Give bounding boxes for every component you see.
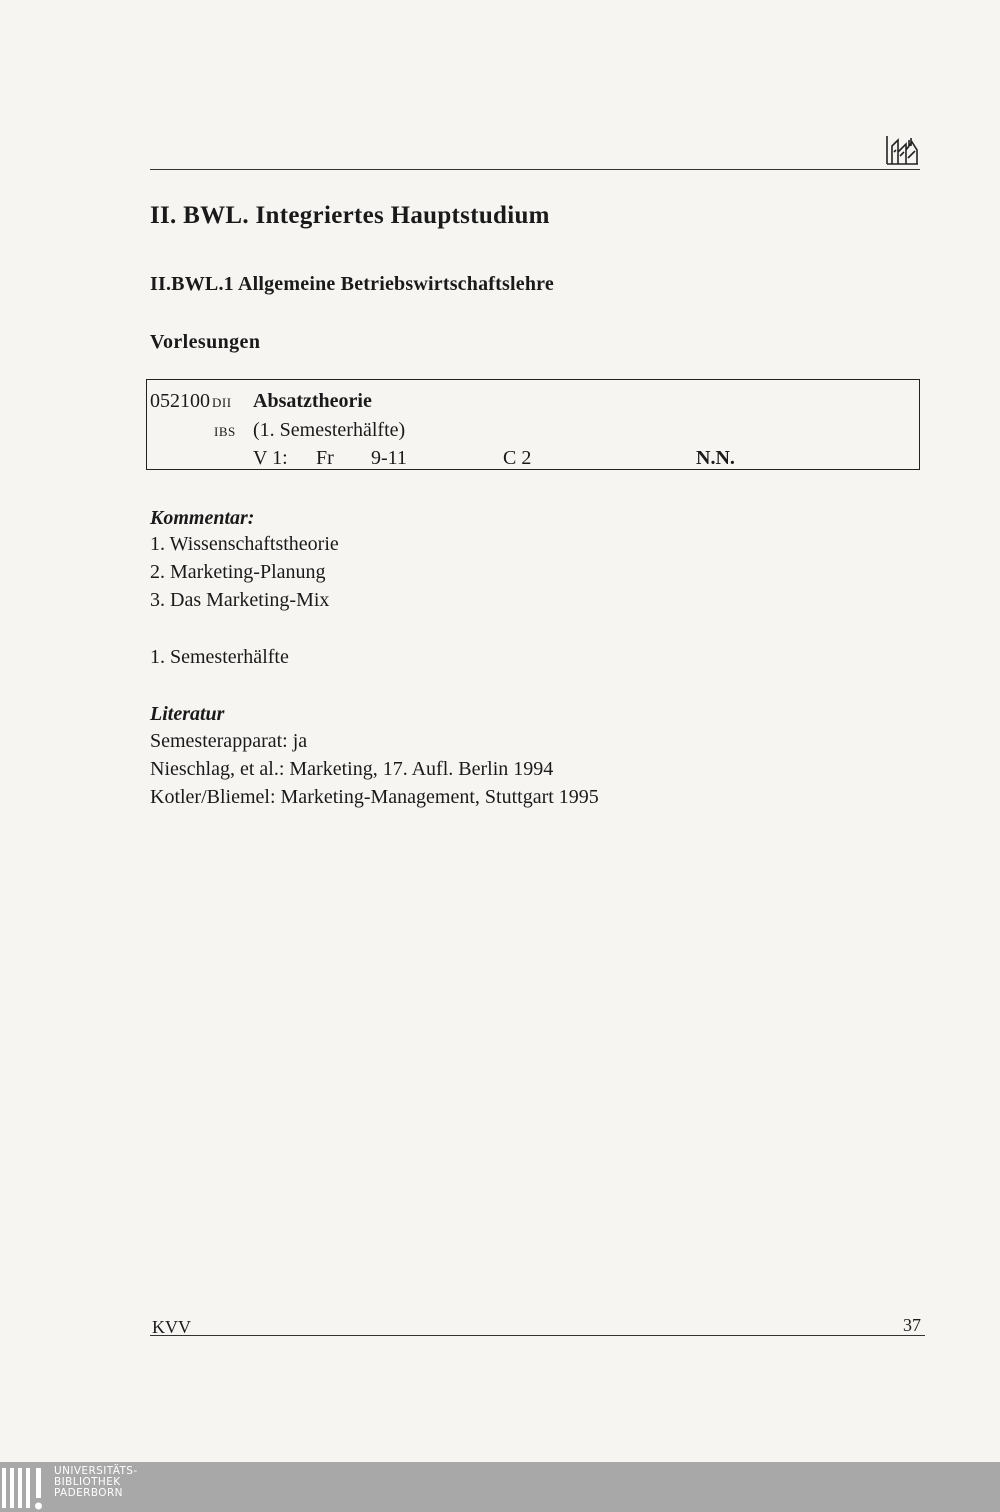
header-rule [150, 169, 920, 170]
course-number: 052100 [150, 390, 210, 412]
course-title: Absatztheorie [253, 390, 372, 412]
course-lecturer: N.N. [696, 447, 735, 469]
page-title: II. BWL. Integriertes Hauptstudium [150, 202, 550, 229]
kommentar-note: 1. Semesterhälfte [150, 646, 289, 668]
kommentar-label: Kommentar: [150, 507, 255, 529]
literatur-line: Nieschlag, et al.: Marketing, 17. Aufl. Berlin 1994 [150, 758, 554, 780]
page-number: 37 [903, 1315, 921, 1335]
course-type: V 1: [253, 447, 288, 469]
footer-rule [150, 1335, 925, 1336]
literatur-line: Semesterapparat: ja [150, 730, 308, 752]
library-logo-icon [0, 1462, 48, 1512]
library-name-line: PADERBORN [54, 1487, 123, 1499]
course-time: 9-11 [371, 447, 407, 469]
building-icon [884, 132, 920, 166]
library-name [54, 1466, 138, 1499]
course-period: (1. Semesterhälfte) [253, 419, 406, 441]
library-banner [0, 1462, 1000, 1512]
course-entry-box [146, 379, 920, 470]
footer-label: KVV [152, 1317, 191, 1337]
section-heading: Vorlesungen [150, 331, 261, 353]
literatur-label: Literatur [150, 703, 225, 725]
course-room: C 2 [503, 447, 532, 469]
program-codes-1: DII [212, 395, 232, 410]
library-name-line: BIBLIOTHEK [54, 1476, 121, 1488]
kommentar-item: 3. Das Marketing-Mix [150, 589, 330, 611]
library-name-line: UNIVERSITÄTS- [54, 1465, 138, 1477]
section-subtitle: II.BWL.1 Allgemeine Betriebswirtschaftslehre [150, 273, 554, 295]
literatur-line: Kotler/Bliemel: Marketing-Management, Stuttgart 1995 [150, 786, 599, 808]
course-day: Fr [316, 447, 334, 469]
kommentar-item: 1. Wissenschaftstheorie [150, 533, 339, 555]
program-codes-2: IBS [214, 424, 236, 439]
kommentar-item: 2. Marketing-Planung [150, 561, 326, 583]
